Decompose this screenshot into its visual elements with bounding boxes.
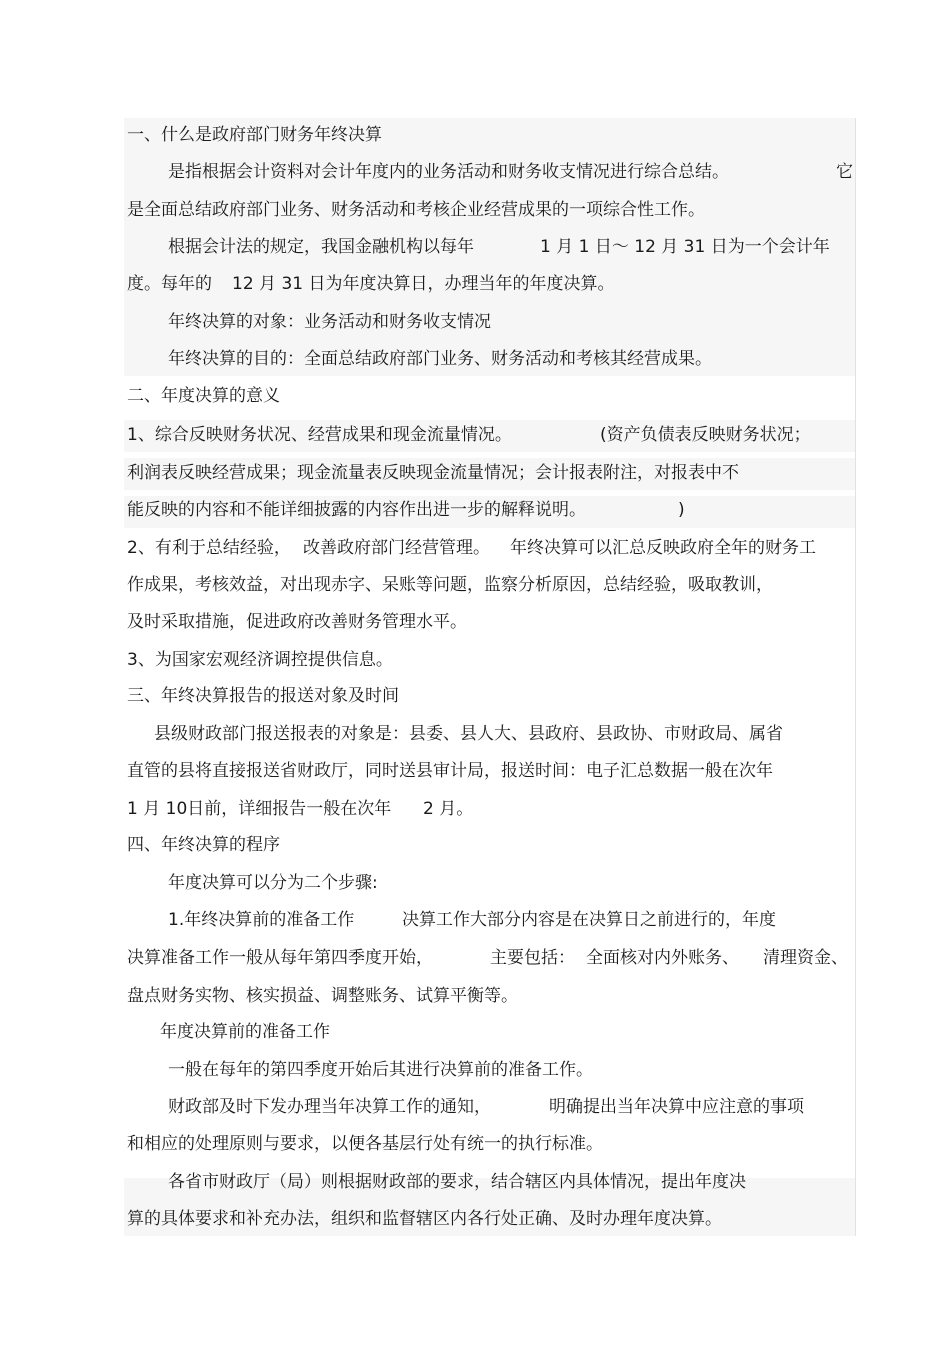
paragraph-line: 1 月 1 日～ 12 月 31 日为一个会计年 [540,237,830,257]
paragraph-line: (资产负债表反映财务状况； [600,425,811,445]
paragraph-line: 利润表反映经营成果；现金流量表反映现金流量情况；会计报表附注，对报表中不 [127,463,739,483]
paragraph-line: 县级财政部门报送报表的对象是：县委、县人大、县政府、县政协、市财政局、属省 [154,724,783,744]
paragraph-line: 是指根据会计资料对会计年度内的业务活动和财务收支情况进行综合总结。 [168,162,729,182]
paragraph-line: 能反映的内容和不能详细披露的内容作出进一步的解释说明。 [127,500,586,520]
paragraph-line: 和相应的处理原则与要求，以便各基层行处有统一的执行标准。 [127,1134,603,1154]
paragraph-line: 改善政府部门经营管理。 [303,538,490,558]
paragraph-line: 决算准备工作一般从每年第四季度开始， [127,948,433,968]
paragraph-line: 3、为国家宏观经济调控提供信息。 [127,650,393,670]
paragraph-line: 算的具体要求和补充办法，组织和监督辖区内各行处正确、及时办理年度决算。 [127,1209,722,1229]
paragraph-line: 作成果，考核效益，对出现赤字、呆账等问题，监察分析原因，总结经验，吸取教训， [127,575,773,595]
paragraph-line: 1 月 10日前，详细报告一般在次年 [127,799,392,819]
paragraph-line: 年终决算的对象：业务活动和财务收支情况 [168,312,491,332]
paragraph-line: 它 [836,162,853,182]
paragraph-line: 年度决算前的准备工作 [160,1022,330,1042]
paragraph-line: 及时采取措施，促进政府改善财务管理水平。 [127,612,467,632]
paragraph-line: 年度决算可以分为二个步骤: [168,873,378,893]
paragraph-line: 主要包括： [490,948,575,968]
paragraph-line: 度。每年的 [127,274,212,294]
paragraph-line: 1.年终决算前的准备工作 [168,910,355,930]
paragraph-line: ) [678,500,685,520]
paragraph-line: 直管的县将直接报送省财政厅，同时送县审计局，报送时间：电子汇总数据一般在次年 [127,761,773,781]
paragraph-line: 年终决算的目的：全面总结政府部门业务、财务活动和考核其经营成果。 [168,349,712,369]
paragraph-line: 2、有利于总结经验， [127,538,291,558]
paragraph-line: 1、综合反映财务状况、经营成果和现金流量情况。 [127,425,512,445]
paragraph-line: 一般在每年的第四季度开始后其进行决算前的准备工作。 [168,1060,593,1080]
paragraph-line: 财政部及时下发办理当年决算工作的通知， [168,1097,491,1117]
paragraph-line: 各省市财政厅（局）则根据财政部的要求，结合辖区内具体情况，提出年度决 [168,1172,746,1192]
paragraph-line: 全面核对内外账务、 [586,948,739,968]
paragraph-line: 清理资金、 [763,948,848,968]
paragraph-line: 12 月 31 日为年度决算日，办理当年的年度决算。 [232,274,615,294]
right-margin-edge [855,118,856,1236]
heading-3: 三、年终决算报告的报送对象及时间 [127,686,399,706]
heading-1: 一、什么是政府部门财务年终决算 [127,125,382,145]
paragraph-line: 根据会计法的规定，我国金融机构以每年 [168,237,474,257]
heading-4: 四、年终决算的程序 [127,835,280,855]
paragraph-line: 决算工作大部分内容是在决算日之前进行的，年度 [402,910,776,930]
paragraph-line: 盘点财务实物、核实损益、调整账务、试算平衡等。 [127,986,518,1006]
paragraph-line: 年终决算可以汇总反映政府全年的财务工 [510,538,816,558]
paragraph-line: 2 月。 [423,799,474,819]
heading-2: 二、年度决算的意义 [127,386,280,406]
paragraph-line: 明确提出当年决算中应注意的事项 [549,1097,804,1117]
paragraph-line: 是全面总结政府部门业务、财务活动和考核企业经营成果的一项综合性工作。 [127,200,705,220]
